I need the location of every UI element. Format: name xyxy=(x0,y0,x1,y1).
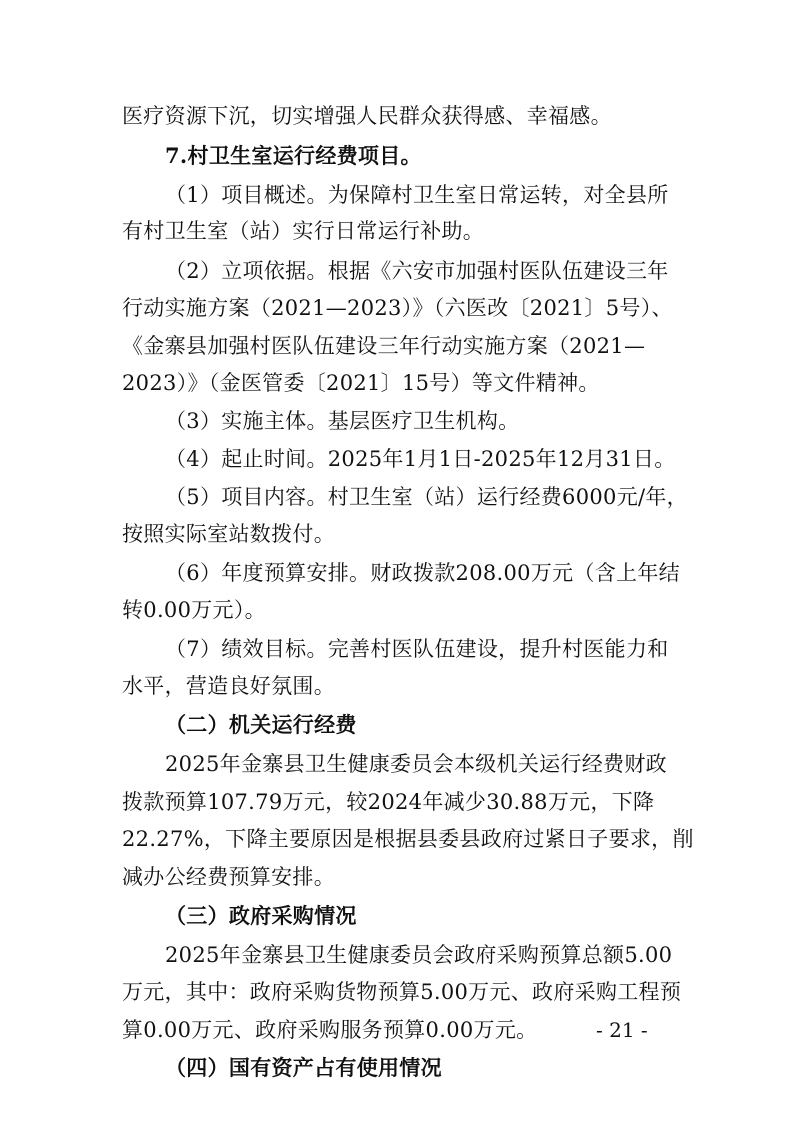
paragraph-line: 《金寨县加强村医队伍建设三年行动实施方案（2021— xyxy=(122,334,646,358)
paragraph-line: 22.27%，下降主要原因是根据县委县政府过紧日子要求，削 xyxy=(122,827,694,851)
paragraph-line: （1）项目概述。为保障村卫生室日常运转，对全县所 xyxy=(165,183,669,207)
paragraph-line: （3）实施主体。基层医疗卫生机构。 xyxy=(165,409,520,433)
paragraph-line: 行动实施方案（2021—2023）》（六医改〔2021〕5号）、 xyxy=(122,296,673,320)
section-heading: （三）政府采购情况 xyxy=(165,903,357,928)
paragraph-line: 拨款预算107.79万元，较2024年减少30.88万元，下降 xyxy=(122,790,655,814)
paragraph-line: 按照实际室站数拨付。 xyxy=(122,522,335,546)
paragraph-line: 医疗资源下沉，切实增强人民群众获得感、幸福感。 xyxy=(122,104,612,128)
section-heading: （四）国有资产占有使用情况 xyxy=(165,1055,442,1080)
paragraph-line: （2）立项依据。根据《六安市加强村医队伍建设三年 xyxy=(165,259,669,283)
paragraph-line: 有村卫生室（站）实行日常运行补助。 xyxy=(122,219,485,243)
paragraph-line: 万元，其中：政府采购货物预算5.00万元、政府采购工程预 xyxy=(122,980,682,1004)
paragraph-line: （5）项目内容。村卫生室（站）运行经费6000元/年， xyxy=(165,485,688,509)
paragraph-line: （7）绩效目标。完善村医队伍建设，提升村医能力和 xyxy=(165,637,669,661)
paragraph-line: 算0.00万元、政府采购服务预算0.00万元。 xyxy=(122,1018,538,1042)
paragraph-line: 2023）》（金医管委〔2021〕15号）等文件精神。 xyxy=(122,371,600,395)
paragraph-line: 减办公经费预算安排。 xyxy=(122,865,335,889)
section-heading: （二）机关运行经费 xyxy=(165,712,357,737)
paragraph-line: 转0.00万元）。 xyxy=(122,598,266,622)
paragraph-line: （4）起止时间。2025年1月1日-2025年12月31日。 xyxy=(165,447,676,471)
paragraph-line: 水平，营造良好氛围。 xyxy=(122,674,335,698)
paragraph-line: 2025年金寨县卫生健康委员会本级机关运行经费财政 xyxy=(165,752,667,776)
paragraph-line: 2025年金寨县卫生健康委员会政府采购预算总额5.00 xyxy=(165,943,673,967)
paragraph-line: （6）年度预算安排。财政拨款208.00万元（含上年结 xyxy=(165,561,680,585)
section-heading: 7.村卫生室运行经费项目。 xyxy=(165,143,422,168)
page-number: - 21 - xyxy=(596,1018,648,1042)
